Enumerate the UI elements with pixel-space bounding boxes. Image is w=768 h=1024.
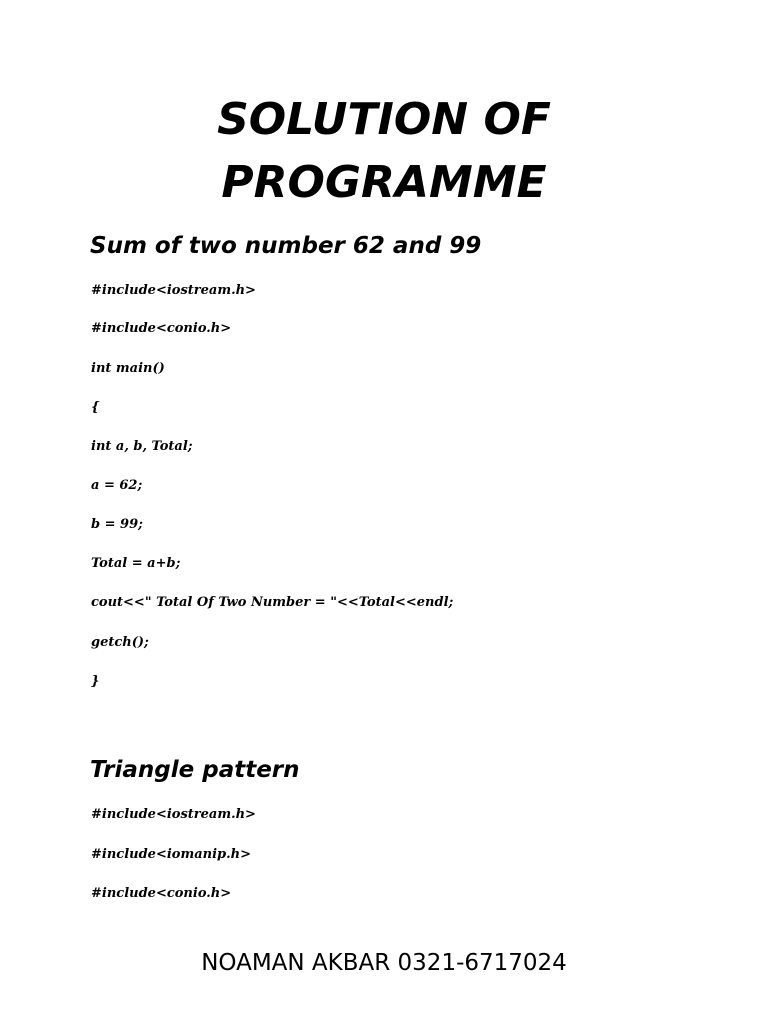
code-line: getch(); — [91, 635, 149, 650]
code-line: int main() — [91, 361, 165, 376]
section-heading-sum: Sum of two number 62 and 99 — [90, 233, 482, 259]
code-line: int a, b, Total; — [91, 439, 193, 454]
code-line: #include<iomanip.h> — [91, 847, 251, 862]
code-line: Total = a+b; — [91, 556, 181, 571]
page-footer: NOAMAN AKBAR 0321-6717024 — [201, 950, 567, 976]
code-line: #include<iostream.h> — [91, 807, 256, 822]
code-line: #include<conio.h> — [91, 886, 232, 901]
code-line: { — [91, 400, 100, 415]
code-line: b = 99; — [91, 517, 143, 532]
section-heading-triangle: Triangle pattern — [90, 757, 300, 783]
code-line: a = 62; — [91, 478, 143, 493]
code-line: #include<iostream.h> — [91, 283, 256, 298]
document-title-line-2: PROGRAMME — [221, 157, 547, 208]
document-title-line-1: SOLUTION OF — [217, 94, 551, 145]
code-line: #include<conio.h> — [91, 321, 232, 336]
code-line: } — [91, 674, 100, 689]
code-line: cout<<" Total Of Two Number = "<<Total<<endl; — [91, 595, 454, 610]
